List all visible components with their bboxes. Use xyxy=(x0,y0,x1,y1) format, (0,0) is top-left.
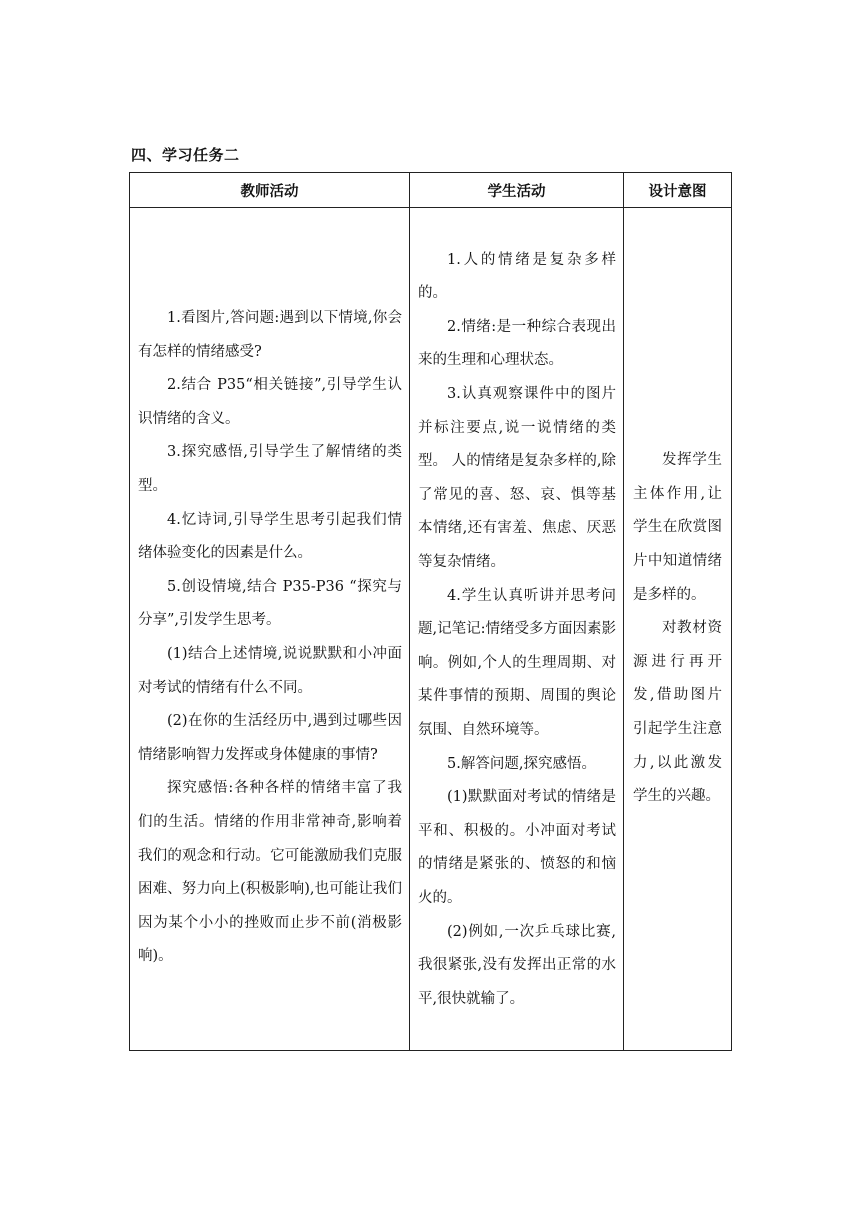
student-activity-cell xyxy=(410,208,624,1051)
table-row xyxy=(130,208,732,1051)
header-teacher-activity: 教师活动 xyxy=(130,173,410,208)
teacher-paragraph: 1.看图片,答问题:遇到以下情境,你会有怎样的情绪感受? xyxy=(138,310,402,360)
teacher-paragraph: 2.结合 P35“相关链接”,引导学生认识情绪的含义。 xyxy=(138,377,402,427)
teacher-paragraph: 4.忆诗词,引导学生思考引起我们情绪体验变化的因素是什么。 xyxy=(138,511,402,562)
header-design-intent: 设计意图 xyxy=(624,173,732,208)
teacher-paragraph: 5.创设情境,结合 P35-P36 “探究与分享”,引发学生思考。 xyxy=(138,578,402,629)
student-paragraph: (2)例如,一次乒乓球比赛,我很紧张,没有发挥出正常的水平,很快就输了。 xyxy=(418,923,616,1007)
student-paragraph: 3.认真观察课件中的图片并标注要点,说一说情绪的类型。 人的情绪是复杂多样的,除了常见的喜、怒、哀、惧等基本情绪,还有害羞、焦虑、厌恶等复杂情绪。 xyxy=(418,386,616,571)
teacher-paragraph: 3.探究感悟,引导学生了解情绪的类型。 xyxy=(138,444,402,495)
header-student-activity: 学生活动 xyxy=(410,173,624,208)
student-paragraph: 2.情绪:是一种综合表现出来的生理和心理状态。 xyxy=(418,318,616,369)
student-paragraph: (1)默默面对考试的情绪是平和、积极的。小冲面对考试的情绪是紧张的、愤怒的和恼火的。 xyxy=(418,789,616,906)
intent-paragraph: 对教材资源进行再开发,借助图片引起学生注意力,以此激发学生的兴趣。 xyxy=(633,620,722,805)
section-title: 四、学习任务二 xyxy=(131,146,240,164)
teacher-paragraph: 探究感悟:各种各样的情绪丰富了我们的生活。情绪的作用非常神奇,影响着我们的观念和行动。它可能激励我们克服困难、努力向上(积极影响),也可能让我们因为某个小小的挫败而止步不前(消极影响)。 xyxy=(138,780,402,965)
teacher-paragraph: (2)在你的生活经历中,遇到过哪些因情绪影响智力发挥或身体健康的事情? xyxy=(138,713,402,763)
teacher-paragraph: (1)结合上述情境,说说默默和小冲面对考试的情绪有什么不同。 xyxy=(138,646,402,696)
intent-paragraph: 发挥学生主体作用,让学生在欣赏图片中知道情绪是多样的。 xyxy=(633,452,722,603)
design-intent-cell xyxy=(624,208,732,1051)
student-paragraph: 1.人的情绪是复杂多样的。 xyxy=(418,251,616,302)
student-paragraph: 5.解答问题,探究感悟。 xyxy=(447,755,596,772)
table-header-row xyxy=(130,173,732,208)
teacher-activity-cell xyxy=(130,208,410,1051)
student-paragraph: 4.学生认真听讲并思考问题,记笔记:情绪受多方面因素影响。例如,个人的生理周期、对某件事情的预期、周围的舆论氛围、自然环境等。 xyxy=(418,587,616,738)
lesson-plan-table xyxy=(129,172,732,1051)
